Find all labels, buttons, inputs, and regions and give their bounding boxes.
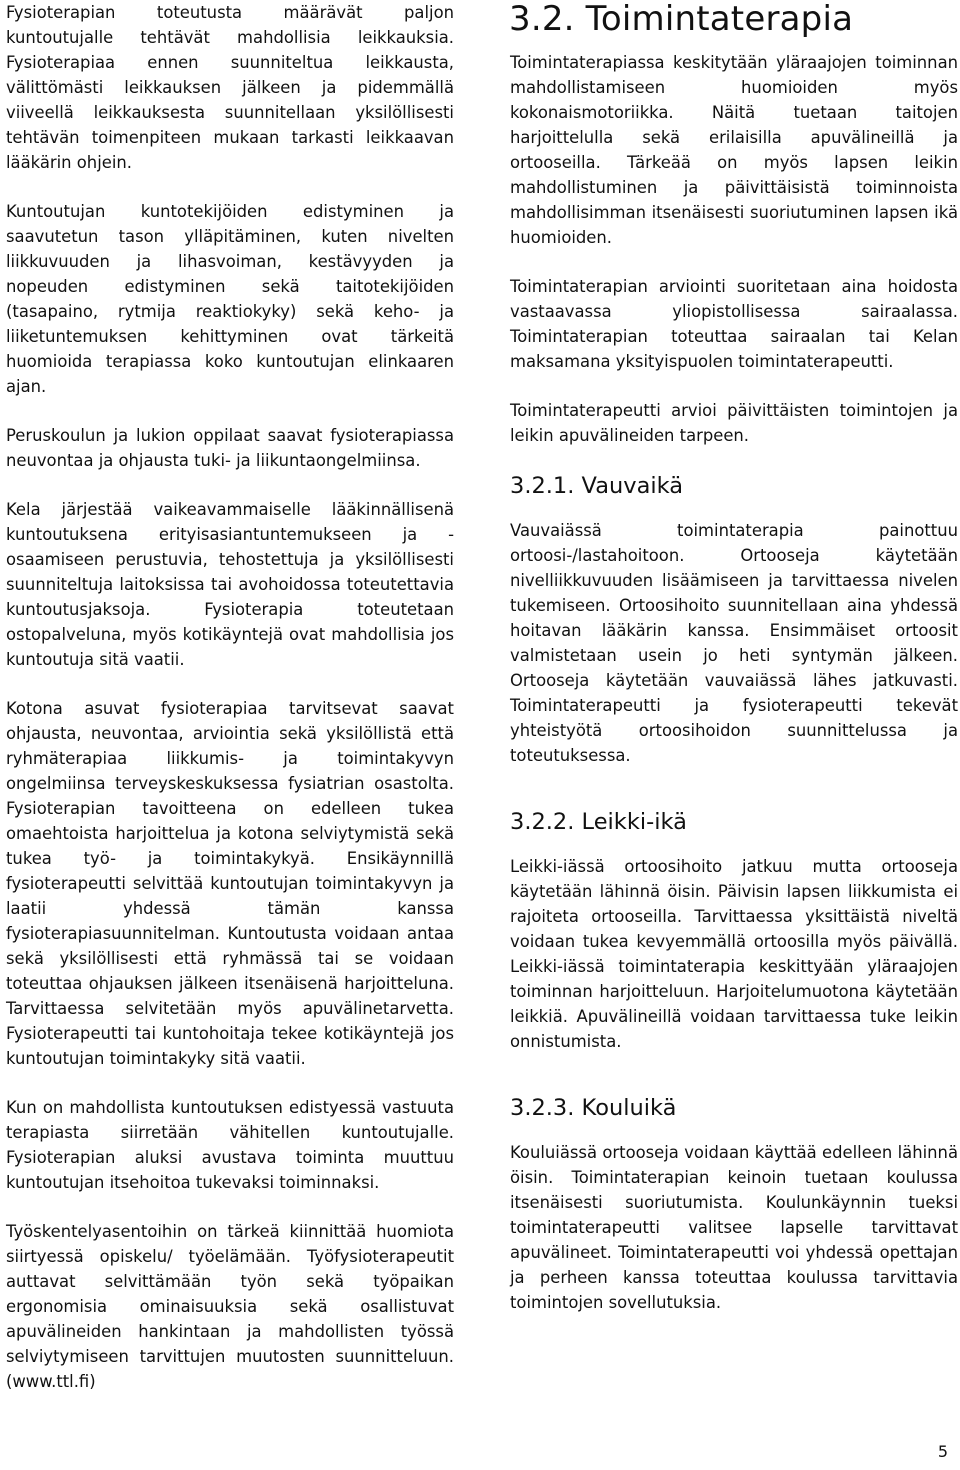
subsection-title-play-age: 3.2.2. Leikki-ikä bbox=[510, 809, 687, 835]
paragraph-school-pupils: Peruskoulun ja lukion oppilaat saavat fysioterapiassa neuvontaa ja ohjausta tuki- ja liikuntaongelmiinsa. bbox=[6, 426, 454, 470]
left-column bbox=[6, 0, 454, 1418]
page-number: 5 bbox=[937, 1442, 948, 1461]
subsection-title-school-age: 3.2.3. Kouluikä bbox=[510, 1095, 677, 1121]
paragraph-play-age: Leikki-iässä ortoosihoito jatkuu mutta ortooseja käytetään lähinnä öisin. Päivisin lapsen liikkumista ei rajoiteta ortooseilla. Tarvittaessa yksittäistä niveltä voidaan tukea kevyemmällä ortoosilla myös päivällä. Leikki-iässä toimintaterapia keskittyään yläraajojen toiminnan harjoitteluun. Harjoitelumuotona käytetään leikkiä. Apuvälineillä voidaan tarvittaessa tuke leikin onnistumista. bbox=[510, 857, 958, 1051]
subsection-title-infancy: 3.2.1. Vauvaikä bbox=[510, 473, 684, 499]
paragraph-ot-assessment: Toimintaterapian arviointi suoritetaan aina hoidosta vastaavassa yliopistollisessa sairaalassa. Toimintaterapian toteuttaa sairaalan tai Kelan maksamana yksityispuolen toimintaterapeutti. bbox=[510, 277, 958, 371]
paragraph-work-ergonomics: Työskentelyasentoihin on tärkeä kiinnittää huomiota siirtyessä opiskelu/ työelämään. Työfysioterapeutit auttavat selvittämään työn sekä työpaikan ergonomisia ominaisuuksia sekä osallistuvat apuvälineiden hankintaan ja mahdollisten työssä selviytymiseen tarvittujen muutosten suunnitteluun. (www.ttl.fi) bbox=[6, 1222, 454, 1391]
paragraph-responsibility-transfer: Kun on mahdollista kuntoutuksen edistyessä vastuuta terapiasta siirretään vähitellen kuntoutujalle. Fysioterapian aluksi avustava toiminta muuttuu kuntoutujan itsehoitoa tukevaksi toiminnaksi. bbox=[6, 1098, 454, 1192]
paragraph-fitness-factors: Kuntoutujan kuntotekijöiden edistyminen ja saavutetun tason ylläpitäminen, kuten nivelten liikkuvuuden ja lihasvoiman, kestävyyden ja nopeuden edistyminen sekä taitotekijöiden (tasapaino, rytmija reaktiokyky) sekä keho- ja liiketuntemuksen kehittyminen ovat tärkeitä huomioida terapiassa koko kuntoutujan elinkaaren ajan. bbox=[6, 202, 454, 396]
right-column bbox=[510, 0, 958, 1339]
paragraph-infancy: Vauvaiässä toimintaterapia painottuu ortoosi-/lastahoitoon. Ortooseja käytetään nivelliikkuvuuden lisäämiseen ja tarvittaessa nivelen tukemiseen. Ortoosihoito suunnitellaan aina yhdessä hoitavan lääkärin kanssa. Ensimmäiset ortoosit valmistetaan usein jo heti syntymän jälkeen. Ortooseja käytetään vauvaiässä lähes jatkuvasti. Toimintaterapeutti ja fysioterapeutti tekevät yhteistyötä ortoosihoidon suunnittelussa ja toteutuksessa. bbox=[510, 521, 958, 765]
paragraph-kela-rehabilitation: Kela järjestää vaikeavammaiselle lääkinnällisenä kuntoutuksena erityisasiantuntemukseen ja -osaamiseen perustuvia, tehostettuja ja yksilöllisesti suunniteltuja laitoksissa tai avohoidossa toteutettavia kuntoutusjaksoja. Fysioterapia toteutetaan ostopalveluna, myös kotikäyntejä ovat mahdollisia jos kuntoutuja sitä vaatii. bbox=[6, 500, 454, 669]
paragraph-ot-aids: Toimintaterapeutti arvioi päivittäisten toimintojen ja leikin apuvälineiden tarpeen. bbox=[510, 401, 958, 445]
paragraph-home-physiotherapy: Kotona asuvat fysioterapiaa tarvitsevat saavat ohjausta, neuvontaa, arviointia sekä yksilöllistä että ryhmäterapiaa liikkumis- ja toimintakyvyn ongelmiinsa terveyskeskuksessa fysiatrian osastolta. Fysioterapian tavoitteena on edelleen tukea omaehtoista harjoittelua ja kotona selviytymistä sekä tukea työ- ja toimintakykyä. Ensikäynnillä fysioterapeutti selvittää kuntoutujan toimintakyvyn ja laatii yhdessä tämän kanssa fysioterapiasuunnitelman. Kuntoutusta voidaan antaa sekä yksilöllisesti että ryhmässä tai se voidaan toteuttaa ohjauksen jälkeen itsenäisenä harjoitteluna. Tarvittaessa selvitetään myös apuvälinetarvetta. Fysioterapeutti tai kuntohoitaja tekee kotikäyntejä jos kuntoutujan toimintakyky sitä vaatii. bbox=[6, 699, 454, 1068]
paragraph-preoperative-physiotherapy: Fysioterapian toteutusta määrävät paljon kuntoutujalle tehtävät mahdollisia leikkauksia. Fysioterapiaa ennen suunniteltua leikkausta, välittömästi leikkauksen jälkeen ja pidemmällä viiveellä leikkauksesta suunnitellaan yksilöllisesti tehtävän toimenpiteen mukaan tarkasti leikkaavan lääkärin ohjein. bbox=[6, 3, 454, 172]
paragraph-ot-intro: Toimintaterapiassa keskitytään yläraajojen toiminnan mahdollistamiseen huomioiden myös kokonaismotoriikka. Näitä tuetaan taitojen harjoittelulla sekä erilaisilla apuvälineillä ja ortooseilla. Tärkeää on myös lapsen leikin mahdollistuminen ja päivittäisistä toiminnoista mahdollisimman itsenäisesti suoriutuminen lapsen ikä huomioiden. bbox=[510, 53, 958, 247]
paragraph-school-age: Kouluiässä ortooseja voidaan käyttää edelleen lähinnä öisin. Toimintaterapian keinoin tuetaan koulussa itsenäisesti suoriutumista. Koulunkäynnin tueksi toimintaterapeutti valitsee lapselle tarvittavat apuvälineet. Toimintaterapeutti voi yhdessä opettajan ja perheen kanssa toteuttaa koulussa tarvittavia toimintojen sovellutuksia. bbox=[510, 1143, 958, 1312]
section-title: 3.2. Toimintaterapia bbox=[509, 0, 854, 39]
